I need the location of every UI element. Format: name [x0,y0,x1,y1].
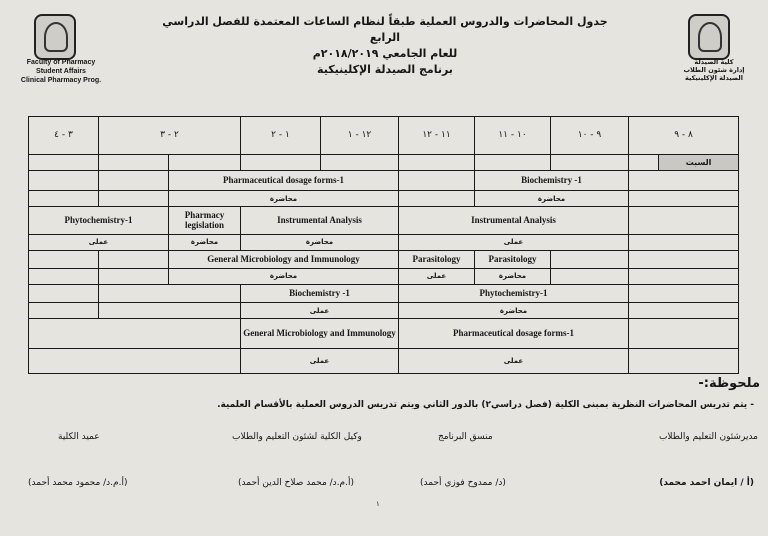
signature-title-4: عميد الكلية [58,432,100,442]
schedule-table [28,116,739,374]
title-line-1: جدول المحاضرات والدروس العملية طبقاً لنظام الساعات المعتمدة للفصل الدراسي الرابع [162,15,608,44]
session-type: محاضرة [169,234,241,250]
time-slot: ٩ - ١٠ [551,117,629,155]
session-type: محاضرة [241,234,399,250]
session-course: Pharmacy legislation [169,207,241,234]
university-logo-left [34,14,76,60]
faculty-name-arabic [668,58,760,82]
session-course: Phytochemistry-1 [29,207,169,234]
saturday-row [29,154,739,170]
time-slot: ١٢ - ١ [321,117,399,155]
english-line-2: Student Affairs [36,68,86,75]
session-type: محاضرة [169,191,399,207]
session-course: Parasitology [399,250,475,268]
header [0,0,768,110]
sunday-row [29,170,739,191]
session-course: Instrumental Analysis [241,207,399,234]
tuesday-row [29,250,739,268]
title-line-3: برنامج الصيدلة الإكلينيكية [317,63,453,76]
signature-name-2: (د/ ممدوح فوزي أحمد) [420,478,506,488]
faculty-name-english [6,58,116,85]
arabic-line-1: كلية الصيدلة [694,58,734,66]
session-type: عملى [399,268,475,284]
session-type: محاضرة [399,303,629,319]
tuesday-type-row [29,268,739,284]
signature-name-3: (أ.م.د/ محمد صلاح الدين أحمد) [238,478,354,488]
session-course: Biochemistry -1 [241,284,399,302]
session-type: عملى [399,234,629,250]
english-line-1: Faculty of Pharmacy [26,59,96,66]
session-course: Pharmaceutical dosage forms-1 [399,319,629,349]
time-slot: ١٠ - ١١ [475,117,551,155]
thursday-row [29,319,739,349]
session-course: Pharmaceutical dosage forms-1 [169,170,399,191]
session-course: General Microbiology and Immunology [169,250,399,268]
arabic-line-3: الصيدلة الإكلينيكية [685,74,743,82]
time-slot: ٨ - ٩ [629,117,739,155]
signature-name-1: (أ / ايمان احمد محمد) [659,478,754,488]
university-logo-right [688,14,730,60]
title-line-2: للعام الجامعي ٢٠١٨/٢٠١٩م [312,47,458,60]
session-course: Biochemistry -1 [475,170,629,191]
english-line-3: Clinical Pharmacy Prog. [20,77,102,84]
document-title [150,14,620,78]
note-heading: ملحوظة:- [698,376,760,391]
time-slot: ٢ - ٣ [99,117,241,155]
signature-title-2: منسق البرنامج [438,432,493,442]
note-text: - يتم تدريس المحاضرات النظرية بمبنى الكلية (فصل دراسي٢) بالدور الثاني ويتم تدريس الدروس العملية بالأقسام العلمية. [217,400,754,410]
session-course: Instrumental Analysis [399,207,629,234]
session-type: عملى [29,234,169,250]
session-course: General Microbiology and Immunology [241,319,399,349]
time-slot: ١ - ٢ [241,117,321,155]
time-slot: ٣ - ٤ [29,117,99,155]
signature-title-1: مديرشئون التعليم والطلاب [658,432,758,442]
time-header-row [29,117,739,155]
session-type: عملى [241,348,399,373]
page-number: ١ [376,500,380,508]
signature-name-4: (أ.م.د/ محمود محمد أحمد) [28,478,128,488]
wednesday-type-row [29,303,739,319]
session-course: Phytochemistry-1 [399,284,629,302]
session-type: محاضرة [475,191,629,207]
monday-row [29,207,739,234]
session-type: محاضرة [475,268,551,284]
session-type: عملى [399,348,629,373]
time-slot: ١١ - ١٢ [399,117,475,155]
signature-title-3: وكيل الكلية لشئون التعليم والطلاب [232,432,362,442]
monday-type-row [29,234,739,250]
day-saturday: السبت [659,154,739,170]
emblem-icon [698,22,722,52]
thursday-type-row [29,348,739,373]
session-course: Parasitology [475,250,551,268]
caduceus-icon [44,22,68,52]
session-type: محاضرة [169,268,399,284]
sunday-type-row [29,191,739,207]
arabic-line-2: إدارة شئون الطلاب [683,66,745,74]
wednesday-row [29,284,739,302]
session-type: عملى [241,303,399,319]
